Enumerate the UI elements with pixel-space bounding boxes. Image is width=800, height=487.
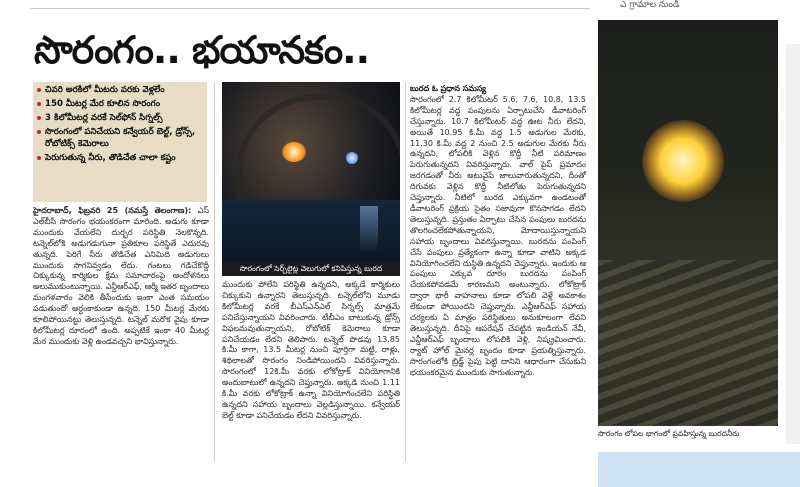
highlight-item	[37, 152, 203, 164]
bullet-icon	[37, 130, 41, 134]
page-top-strip	[0, 0, 800, 22]
bullet-icon	[37, 156, 41, 160]
searchlight-glow	[282, 142, 306, 162]
light-reflection	[360, 206, 378, 252]
highlight-text: చివరి అరకిలో మీటరు వరకు వెళ్లలేం	[45, 85, 165, 95]
highlight-item	[37, 84, 203, 96]
mud-water-photo-caption: సొరంగం లోపల భాగంలో ప్రవహిస్తున్న బురదనీరు	[598, 429, 740, 438]
column-2-text: ముందుకు పోలేని పరిస్థితి ఉన్నదని, అక్కడే కార్మికులు చిక్కుకుని ఉన్నారని తెలుస్తున్నది. టన్నెల్‌లోని మూడు కిలోమీటర్ల వరకే బీఎస్‌ఎన్‌ఎల్ సిగ్నల్స్ మాత్రమే పనిచేస్తున్నాయని వివరించారు. టీబీఎం బాటుకున్న డ్రోన్స్ విఫలమవుతున్నాయని, రోబోటిక్ కెమెరాలు కూడా పనిచేయడం లేదని తెలిపారు. టన్నెల్ పొడవు 13.85 కి.మీ కాగా, 13.5 మీటర్ల నుంచి పూర్తిగా మట్టి, రాళ్లు, శిథిలాలతో సొరంగం నిండిపోయిందని వివరిస్తున్నారు. సొరంగంలో 12కి.మీ వరకు లోకోట్రాక్ వినియోగానికి అందుబాటులో ఉన్నదని చెప్తున్నారు. అక్కడి నుంచి 1.11 కి.మీ వరకు లోకోట్రాక్ ఉన్నా వినియోగించలేని పరిస్థితి ఉన్నదని సహాయ బృందాలు వెల్లడిస్తున్నాయి. కన్వేయర్ బెల్ట్ కూడా పనిచేయడం లేదని వివరిస్తున్నారు.	[222, 280, 400, 420]
article-column-2	[222, 280, 400, 460]
mud-water-photo	[598, 20, 778, 426]
blue-light	[346, 152, 358, 164]
article-column-1	[33, 206, 209, 462]
bullet-icon	[37, 102, 41, 106]
top-snippet: ఎ గ్రామాల నుండి	[620, 0, 680, 10]
highlight-item	[37, 98, 203, 110]
highlight-text: పెరుగుతున్న నీరు, తొడిచేత చాలా కష్టం	[45, 153, 176, 163]
article-column-3	[410, 84, 586, 464]
top-rule	[30, 8, 590, 9]
dateline: హైదరాబాద్, ఫిబ్రవరి 25 (నమస్తే తెలంగాణ):	[33, 206, 192, 215]
highlights-box	[33, 82, 207, 202]
column-3-text: సొరంగంలో 2.7 కిలోమీటర్ 5.6, 7.6, 10.8, 13.5 కిలోమీటర్ల వద్ద పంపులను ఏర్పాటుచేసి డీవాటరింగ్ చేస్తున్నారు. 10.7 కిలోమీటర్ వద్ద ఊట నీరు లేదని, అయితే 10.95 కి.మీ వద్ద 1.5 అడుగుల మేరకు, 11.30 కి.మీ వద్ద 2 నుంచి 2.5 అడుగుల మేరకు నీరు ఉన్నదని, లోపలికి వెళ్లిన కొద్దీ నీటి పరిమాణం పెరుగుతున్నదని వివరిస్తున్నారు. వాల్ పైప్ ప్రమాదం జరగడంతో నీరు అటువైపే జాలువారుతున్నదని, దీంతో దిగువకు వెళ్లిన కొద్దీ నీటిలోతు పెరుగుతున్నదని చెప్తున్నారు. నీటిలో బురద ఎక్కువగా ఉండటంతో డీవాటరింగ్ ప్రక్రియ సైతం సజావుగా కొనసాగడం లేదని తెలుస్తున్నది. ప్రస్తుతం ఏర్పాటు చేసిన పంపులు బురదను తొలగించలేకపోతున్నాయని, మోదాయిస్తున్నాయని సహాయ బృందాలు వివరిస్తున్నాయి. బురదను పంపింగ్ చేసే పంపులు ప్రత్యేకంగా ఉన్నా కూడా వాటిని అక్కడ వినియోగించలేని దుస్థితి ఉన్నదని చెప్తున్నారు. ఇందుకు ఆ పంపులు ఎక్కువ దూరం బురదను పంపింగ్ చేయకపోవడమే కారణమని అంటున్నారు. లోకోట్రాక్ ద్వారా భారీ వాహనాలు కూడా లోపలి వెళ్లే అవకాశం లేకుండా పోయిందని చెప్తున్నారు. ఎన్డీఆర్‌ఎఫ్ సహాయ చర్యలకు ఏ మాత్రం పరిస్థితులు అనుకూలంగా లేవని తెలుస్తున్నది. దీనిపై ఆపరేషన్ చేపట్టిన ఇండియన్ నేవీ, ఎన్డీఆర్‌ఎఫ్ బృందాలు లోపలికి వెళ్లి, నిష్క్రమించారు. ర్యాట్ హోల్ మైనర్ల బృందం కూడా ప్రయత్నిస్తున్నారు. సొరంగంలోకి బ్రిడ్జ్ పైపు పెట్టి దానిని ఆధారంగా చేసుకుని భయంకరమైన ముందుకు సాగుతున్నారు.	[410, 94, 586, 377]
tunnel-photo-caption: సొరంగంలో సెర్చ్‌లైట్ల వెలుగులో కనిపిస్తున్న బురద	[222, 262, 400, 276]
column-divider	[214, 82, 215, 462]
muddy-floor	[598, 260, 778, 426]
highlight-text: సొరంగంలో పనిచేయని కన్వేయర్ బెల్ట్, డ్రోన్స్, రోబోటిక్స్ కెమెరాలు	[45, 127, 196, 149]
column-3-subhead: బురద ఓ ప్రధాన సమస్య	[410, 84, 487, 93]
bullet-icon	[37, 116, 41, 120]
highlight-text: 3 కిలోమీటర్ల వరకే సెల్‌ఫోన్ సిగ్నల్స్	[45, 113, 163, 123]
bullet-icon	[37, 88, 41, 92]
light-glow	[642, 120, 724, 202]
highlight-item	[37, 112, 203, 124]
column-divider	[405, 82, 406, 462]
highlight-text: 150 మీటర్ల మేర కూలిన సొరంగం	[45, 99, 161, 109]
adjacent-page-strip	[786, 44, 800, 444]
column-1-text: ఎస్ ఎల్‌బీసీ సొరంగం భయంకరంగా మారింది. అడుగు కూడా ముందుకు వేయలేని దుర్భర పరిస్థితి నెలకొన్నది. టన్నెల్‌లోకి అడుగడుగునా ప్రతికూల పరిస్థితే ఎదురవు తున్నది. పెరిగే నీరు తొడిచేత ఎనిమిది అడుగులు ముందుకు సాగనివ్వడం లేదు. గంటలు గడిచేకొద్దీ చిక్కుకున్న కార్మికుల క్షేమ సమాచారంపై ఆందోళనలు అలుముకుంటున్నాయి. ఎన్డీఆర్‌ఎఫ్, ఆర్మీ ఇతర బృందాలు మంగళవారం వెలికి తీసేందుకు ఇంకా ఎంత సమయం పడుతుందో అర్ధంకాకుండా ఉన్నది. 150 మీటర్ల మేరకు కూలిపోయినట్టు తెలుస్తున్నది. టన్నెల్ మరొక వైపు కూడా కిలోమీటర్ల దూరంలో ఉంది. అప్పటికే ఇంకా 40 మీటర్ల మేర ముందుకు వెళ్లి ఉండవచ్చని భావిస్తున్నారు.	[33, 206, 209, 346]
highlight-item	[37, 126, 203, 150]
adjacent-article-block	[598, 452, 800, 487]
page-headline: సొరంగం.. భయానకం..	[34, 28, 370, 72]
tunnel-photo	[222, 82, 400, 262]
